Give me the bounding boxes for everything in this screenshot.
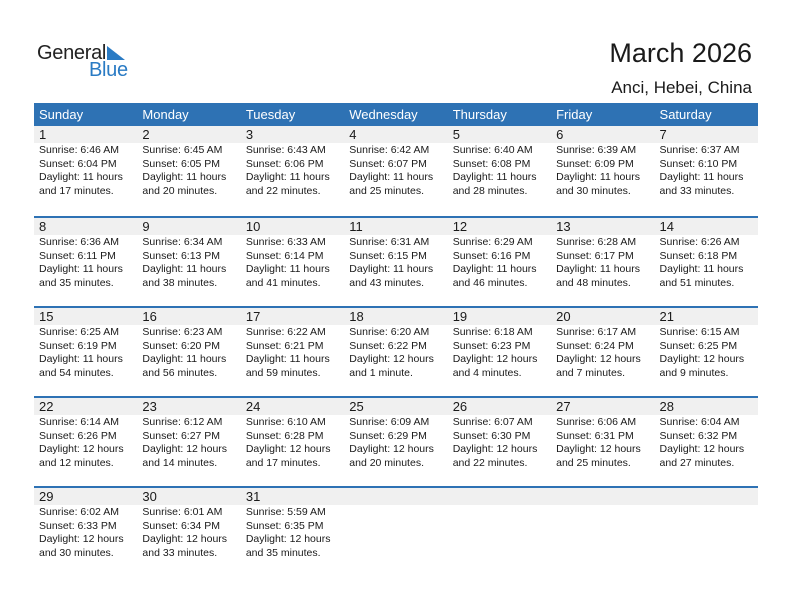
daylight-text: Daylight: 12 hours: [245, 533, 331, 546]
daylight-text: Daylight: 11 hours: [349, 263, 434, 276]
day-cell: [241, 488, 344, 576]
sunset-text: Sunset: 6:22 PM: [349, 339, 427, 352]
day-number: 23: [137, 398, 240, 415]
sun-info: [344, 143, 447, 198]
sunrise-text: Sunrise: 6:17 AM: [556, 326, 637, 338]
day-number: 6: [551, 126, 654, 143]
daylight-minutes-text: and 14 minutes.: [142, 456, 218, 469]
sunset-text: Sunset: 6:15 PM: [349, 249, 427, 262]
weekday-header: [34, 103, 758, 126]
day-number: 10: [241, 218, 344, 235]
sunrise-text: Sunrise: 6:04 AM: [659, 416, 740, 428]
sunrise-text: Sunrise: 6:43 AM: [245, 144, 326, 156]
weekday-saturday: Saturday: [659, 107, 712, 122]
sunset-text: Sunset: 6:07 PM: [349, 157, 427, 170]
day-cell: [551, 398, 654, 486]
sunset-text: Sunset: 6:35 PM: [245, 519, 324, 532]
sunrise-text: Sunrise: 6:37 AM: [659, 144, 740, 156]
daylight-minutes-text: and 33 minutes.: [659, 184, 735, 197]
sunset-text: Sunset: 6:34 PM: [142, 519, 221, 532]
sunrise-text: Sunrise: 6:45 AM: [142, 144, 223, 156]
daylight-minutes-text: and 12 minutes.: [39, 456, 114, 469]
day-cell: [34, 398, 137, 486]
daylight-text: Daylight: 12 hours: [39, 443, 124, 456]
sunset-text: Sunset: 6:17 PM: [556, 249, 634, 262]
daylight-minutes-text: and 20 minutes.: [142, 184, 218, 197]
sun-info: [137, 143, 240, 198]
day-cell: [241, 218, 344, 306]
sunrise-text: Sunrise: 6:15 AM: [659, 326, 740, 338]
daylight-text: Daylight: 12 hours: [39, 533, 124, 546]
sun-info: [137, 505, 240, 560]
day-cell: [448, 126, 551, 216]
weekday-friday: Friday: [556, 107, 593, 122]
day-cell: [34, 488, 137, 576]
sun-info: [344, 235, 447, 290]
sun-info: [344, 325, 447, 380]
sunrise-text: Sunrise: 6:46 AM: [39, 144, 119, 156]
sunset-text: Sunset: 6:25 PM: [659, 339, 738, 352]
daylight-text: Daylight: 12 hours: [556, 443, 641, 456]
daylight-text: Daylight: 12 hours: [245, 443, 331, 456]
sunrise-text: Sunrise: 6:01 AM: [142, 506, 223, 518]
daylight-text: Daylight: 11 hours: [452, 171, 537, 184]
day-number: 21: [655, 308, 758, 325]
sunrise-text: Sunrise: 6:33 AM: [245, 236, 326, 248]
day-number: [344, 488, 447, 505]
sun-info: [448, 415, 551, 470]
sunrise-text: Sunrise: 6:34 AM: [142, 236, 223, 248]
daylight-minutes-text: and 20 minutes.: [349, 456, 424, 469]
weekday-monday: Monday: [142, 107, 189, 122]
day-number: 17: [241, 308, 344, 325]
calendar-weeks: [34, 126, 758, 576]
sun-info: [34, 143, 137, 198]
day-number: [551, 488, 654, 505]
daylight-text: Daylight: 11 hours: [39, 263, 123, 276]
sun-info: [137, 325, 240, 380]
day-cell: [344, 218, 447, 306]
day-number: 28: [655, 398, 758, 415]
daylight-text: Daylight: 11 hours: [452, 263, 537, 276]
day-cell: [137, 488, 240, 576]
sunrise-text: Sunrise: 6:14 AM: [39, 416, 119, 428]
day-number: 3: [241, 126, 344, 143]
sun-info: [655, 415, 758, 470]
daylight-minutes-text: and 43 minutes.: [349, 276, 424, 289]
sun-info: [344, 415, 447, 470]
weekday-sunday: Sunday: [39, 107, 84, 122]
day-number: 25: [344, 398, 447, 415]
daylight-text: Daylight: 12 hours: [659, 443, 745, 456]
daylight-minutes-text: and 33 minutes.: [142, 546, 218, 559]
daylight-minutes-text: and 7 minutes.: [556, 366, 625, 379]
sun-info: [655, 235, 758, 290]
sun-info: [551, 415, 654, 470]
day-number: 4: [344, 126, 447, 143]
sunset-text: Sunset: 6:13 PM: [142, 249, 221, 262]
day-cell: [34, 308, 137, 396]
daylight-text: Daylight: 11 hours: [39, 353, 123, 366]
daylight-minutes-text: and 22 minutes.: [245, 184, 321, 197]
day-cell: [137, 398, 240, 486]
sunset-text: Sunset: 6:04 PM: [39, 157, 117, 170]
sunrise-text: Sunrise: 6:09 AM: [349, 416, 430, 428]
sun-info: [448, 235, 551, 290]
day-number: 5: [448, 126, 551, 143]
day-cell: [344, 126, 447, 216]
day-number: 14: [655, 218, 758, 235]
daylight-minutes-text: and 25 minutes.: [349, 184, 424, 197]
sunrise-text: Sunrise: 6:39 AM: [556, 144, 637, 156]
sunrise-text: Sunrise: 6:26 AM: [659, 236, 740, 248]
daylight-minutes-text: and 48 minutes.: [556, 276, 631, 289]
sunset-text: Sunset: 6:05 PM: [142, 157, 221, 170]
day-cell: [655, 218, 758, 306]
daylight-text: Daylight: 11 hours: [142, 263, 227, 276]
daylight-minutes-text: and 17 minutes.: [245, 456, 321, 469]
weekday-tuesday: Tuesday: [245, 107, 296, 122]
sunrise-text: Sunrise: 6:29 AM: [452, 236, 533, 248]
day-number: 26: [448, 398, 551, 415]
sun-info: [551, 325, 654, 380]
day-cell: [448, 398, 551, 486]
sunrise-text: Sunrise: 6:22 AM: [245, 326, 326, 338]
sunrise-text: Sunrise: 6:18 AM: [452, 326, 533, 338]
daylight-minutes-text: and 54 minutes.: [39, 366, 114, 379]
daylight-text: Daylight: 11 hours: [349, 171, 434, 184]
day-cell: [551, 308, 654, 396]
daylight-text: Daylight: 11 hours: [245, 263, 330, 276]
day-cell: [655, 126, 758, 216]
daylight-text: Daylight: 12 hours: [349, 353, 434, 366]
daylight-minutes-text: and 56 minutes.: [142, 366, 218, 379]
sunset-text: Sunset: 6:11 PM: [39, 249, 116, 262]
day-cell: [137, 126, 240, 216]
day-number: 18: [344, 308, 447, 325]
sunrise-text: Sunrise: 6:10 AM: [245, 416, 326, 428]
page-title: March 2026: [609, 38, 752, 68]
sun-info: [551, 143, 654, 198]
sunrise-text: Sunrise: 6:12 AM: [142, 416, 223, 428]
sun-info: [241, 143, 344, 198]
daylight-text: Daylight: 11 hours: [659, 171, 744, 184]
sunset-text: Sunset: 6:33 PM: [39, 519, 117, 532]
sun-info: [34, 235, 137, 290]
sunset-text: Sunset: 6:14 PM: [245, 249, 324, 262]
sunrise-text: Sunrise: 6:31 AM: [349, 236, 430, 248]
empty-day-cell: [551, 488, 654, 576]
sun-info: [34, 325, 137, 380]
sunset-text: Sunset: 6:31 PM: [556, 429, 634, 442]
location-subtitle: Anci, Hebei, China: [611, 78, 752, 97]
daylight-text: Daylight: 11 hours: [245, 353, 330, 366]
daylight-text: Daylight: 12 hours: [556, 353, 641, 366]
empty-day-cell: [344, 488, 447, 576]
calendar-week-row: [34, 126, 758, 216]
daylight-minutes-text: and 35 minutes.: [245, 546, 321, 559]
sunset-text: Sunset: 6:10 PM: [659, 157, 738, 170]
day-cell: [34, 126, 137, 216]
daylight-text: Daylight: 12 hours: [452, 353, 538, 366]
day-cell: [448, 308, 551, 396]
sunrise-text: Sunrise: 6:28 AM: [556, 236, 637, 248]
sun-info: [448, 143, 551, 198]
sunrise-text: Sunrise: 6:25 AM: [39, 326, 119, 338]
day-cell: [551, 218, 654, 306]
brand-name-general: General: [37, 42, 107, 64]
day-number: 19: [448, 308, 551, 325]
daylight-text: Daylight: 11 hours: [39, 171, 123, 184]
day-number: 13: [551, 218, 654, 235]
daylight-minutes-text: and 25 minutes.: [556, 456, 631, 469]
daylight-text: Daylight: 12 hours: [142, 443, 228, 456]
day-number: 24: [241, 398, 344, 415]
day-number: 20: [551, 308, 654, 325]
day-cell: [241, 398, 344, 486]
calendar-week-row: [34, 486, 758, 576]
daylight-minutes-text: and 17 minutes.: [39, 184, 114, 197]
day-number: 27: [551, 398, 654, 415]
sunrise-text: Sunrise: 6:07 AM: [452, 416, 533, 428]
day-number: 12: [448, 218, 551, 235]
sun-info: [241, 235, 344, 290]
sunset-text: Sunset: 6:27 PM: [142, 429, 221, 442]
empty-day-cell: [655, 488, 758, 576]
day-cell: [448, 218, 551, 306]
sun-info: [551, 505, 654, 506]
daylight-text: Daylight: 12 hours: [659, 353, 745, 366]
calendar-grid: [34, 103, 758, 576]
sunset-text: Sunset: 6:32 PM: [659, 429, 738, 442]
daylight-text: Daylight: 11 hours: [556, 263, 640, 276]
sun-info: [34, 415, 137, 470]
sunrise-text: Sunrise: 6:40 AM: [452, 144, 533, 156]
daylight-minutes-text: and 1 minute.: [349, 366, 413, 379]
daylight-minutes-text: and 4 minutes.: [452, 366, 522, 379]
daylight-minutes-text: and 30 minutes.: [39, 546, 114, 559]
sun-info: [34, 505, 137, 560]
day-number: 1: [34, 126, 137, 143]
day-number: 29: [34, 488, 137, 505]
daylight-minutes-text: and 28 minutes.: [452, 184, 528, 197]
sun-info: [655, 325, 758, 380]
sunset-text: Sunset: 6:18 PM: [659, 249, 738, 262]
day-number: 30: [137, 488, 240, 505]
day-number: [448, 488, 551, 505]
weekday-thursday: Thursday: [452, 107, 507, 122]
day-number: 16: [137, 308, 240, 325]
sunrise-text: Sunrise: 6:36 AM: [39, 236, 119, 248]
day-cell: [34, 218, 137, 306]
sunrise-text: Sunrise: 6:02 AM: [39, 506, 119, 518]
sunrise-text: Sunrise: 6:06 AM: [556, 416, 637, 428]
sunset-text: Sunset: 6:06 PM: [245, 157, 324, 170]
daylight-minutes-text: and 38 minutes.: [142, 276, 218, 289]
sun-info: [448, 325, 551, 380]
daylight-minutes-text: and 51 minutes.: [659, 276, 735, 289]
daylight-minutes-text: and 22 minutes.: [452, 456, 528, 469]
sunrise-text: Sunrise: 6:23 AM: [142, 326, 223, 338]
sun-info: [137, 415, 240, 470]
brand-logo: [37, 42, 137, 82]
calendar-week-row: [34, 216, 758, 306]
day-cell: [137, 308, 240, 396]
daylight-minutes-text: and 35 minutes.: [39, 276, 114, 289]
sun-info: [344, 505, 447, 506]
sun-info: [655, 143, 758, 198]
day-number: 11: [344, 218, 447, 235]
sunset-text: Sunset: 6:21 PM: [245, 339, 324, 352]
sunrise-text: Sunrise: 6:42 AM: [349, 144, 430, 156]
empty-day-cell: [448, 488, 551, 576]
day-cell: [551, 126, 654, 216]
sunset-text: Sunset: 6:26 PM: [39, 429, 117, 442]
sunrise-text: Sunrise: 6:20 AM: [349, 326, 430, 338]
daylight-text: Daylight: 11 hours: [245, 171, 330, 184]
sunset-text: Sunset: 6:30 PM: [452, 429, 531, 442]
sun-info: [241, 415, 344, 470]
sunset-text: Sunset: 6:23 PM: [452, 339, 531, 352]
sun-info: [241, 505, 344, 560]
sun-info: [655, 505, 758, 506]
day-number: 8: [34, 218, 137, 235]
daylight-minutes-text: and 59 minutes.: [245, 366, 321, 379]
day-cell: [344, 398, 447, 486]
sun-info: [448, 505, 551, 506]
day-number: 15: [34, 308, 137, 325]
daylight-text: Daylight: 11 hours: [556, 171, 640, 184]
logo-triangle-icon: [107, 46, 125, 60]
daylight-minutes-text: and 27 minutes.: [659, 456, 735, 469]
sunset-text: Sunset: 6:09 PM: [556, 157, 634, 170]
calendar-week-row: [34, 306, 758, 396]
sunset-text: Sunset: 6:16 PM: [452, 249, 531, 262]
sunset-text: Sunset: 6:19 PM: [39, 339, 117, 352]
calendar-week-row: [34, 396, 758, 486]
day-number: [655, 488, 758, 505]
sunset-text: Sunset: 6:08 PM: [452, 157, 531, 170]
sun-info: [241, 325, 344, 380]
day-number: 22: [34, 398, 137, 415]
day-cell: [344, 308, 447, 396]
daylight-minutes-text: and 41 minutes.: [245, 276, 321, 289]
daylight-text: Daylight: 12 hours: [142, 533, 228, 546]
day-number: 31: [241, 488, 344, 505]
daylight-text: Daylight: 12 hours: [349, 443, 434, 456]
daylight-text: Daylight: 11 hours: [142, 353, 227, 366]
daylight-text: Daylight: 11 hours: [142, 171, 227, 184]
sun-info: [551, 235, 654, 290]
sun-info: [137, 235, 240, 290]
weekday-wednesday: Wednesday: [349, 107, 418, 122]
daylight-minutes-text: and 46 minutes.: [452, 276, 528, 289]
daylight-text: Daylight: 11 hours: [659, 263, 744, 276]
day-number: 7: [655, 126, 758, 143]
sunrise-text: Sunrise: 5:59 AM: [245, 506, 326, 518]
sunset-text: Sunset: 6:28 PM: [245, 429, 324, 442]
day-cell: [241, 126, 344, 216]
day-number: 2: [137, 126, 240, 143]
day-cell: [241, 308, 344, 396]
sunset-text: Sunset: 6:29 PM: [349, 429, 427, 442]
day-number: 9: [137, 218, 240, 235]
sunset-text: Sunset: 6:24 PM: [556, 339, 634, 352]
daylight-text: Daylight: 12 hours: [452, 443, 538, 456]
day-cell: [137, 218, 240, 306]
sunset-text: Sunset: 6:20 PM: [142, 339, 221, 352]
day-cell: [655, 398, 758, 486]
daylight-minutes-text: and 30 minutes.: [556, 184, 631, 197]
brand-name-blue: Blue: [89, 59, 128, 81]
day-cell: [655, 308, 758, 396]
daylight-minutes-text: and 9 minutes.: [659, 366, 729, 379]
